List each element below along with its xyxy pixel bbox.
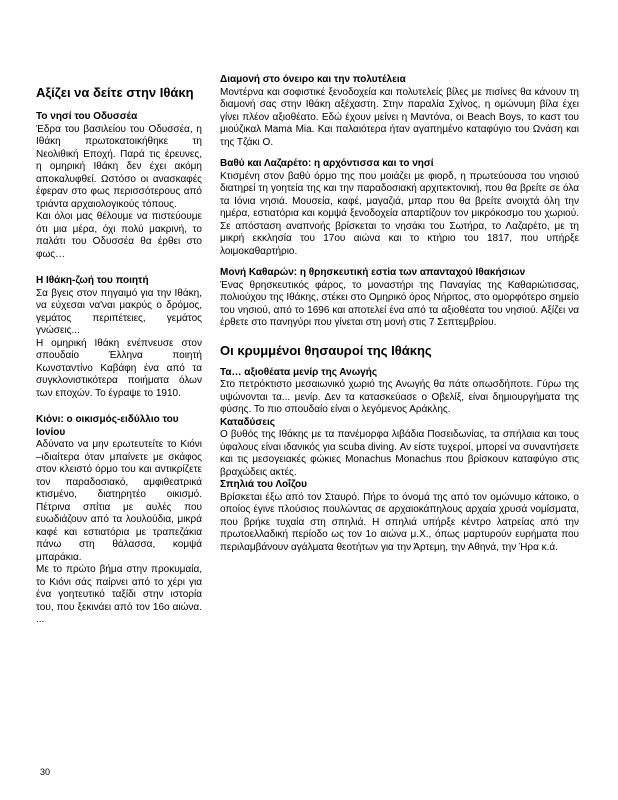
section-heading-luxury-stay: Διαμονή στο όνειρο και την πολυτέλεια [220,74,406,85]
section-heading-odysseus-island: Το νησί του Οδυσσέα [36,111,138,122]
section-heading-diving: Καταδύσεις [220,416,275,428]
left-column [36,74,202,627]
section-paragraph: Στο πετρόκτιστο μεσαιωνικό χωριό της Ανωγής θα πάτε οπωσδήποτε. Γύρω της υψώνονται τα... μενίρ. Δεν τα κατασκεύασε ο Οβελίξ, είναι δημιουργήματα της φύσης. Το πιο σπουδαίο είναι ο λεγόμενος Αράκλης. [220,379,579,415]
section-paragraph: Ένας θρησκευτικός φάρος, το μοναστήρι της Παναγίας της Καθαριώτισσας, πολιούχου της Ιθάκης, στέκει στο Ομηρικό όρος Νήριτος, στο ομορφότερο σημείο του νησιού, από το 1696 και αποτελεί ένα από τα αξιοθέατα του νησιού. Αξίζει να έρθετε στο πανηγύρι που γίνεται στη μονή στις 7 Σεπτεμβρίου. [220,279,579,328]
section-heading-loizos-cave: Σπηλιά του Λοΐζου [220,479,307,490]
section-paragraph: Αδύνατο να μην ερωτευτείτε το Κιόνι –ιδιαίτερα όταν μπαίνετε με σκάφος στον κλειστό όρμο του και αντικρίζετε τον παραδοσιακό, αμφιθεατρικά κτισμένο, διατηρητέο οικισμό. Πέτρινα σπίτια με αυλές που ευωδιάζουν από τα λουλούδια, μικρά καφέ και εστιατόρια με τραπεζάκια πάνω στη θάλασσα, κομψά μπαράκια. [36,439,202,563]
section-paragraph: Μοντέρνα και σοφιστικέ ξενοδοχεία και πολυτελείς βίλες με πισίνες θα κάνουν τη διαμονή σας στην Ιθάκη αξέχαστη. Στην παραλία Σχίνος, η ομώνυμη βίλα έχει γίνει πλέον αξιοθέατο. Εδώ έχουν μείνει η Μαντόνα, οι Beach Boys, το καστ του μιούζικαλ Mama Mia. Και παλαιότερα ήταν αγαπημένο καταφύγιο του Ωνάση και της Τζάκι Ο. [220,86,579,148]
section-paragraph: Ο βυθός της Ιθάκης με τα πανέμορφα λιβάδια Ποσειδωνίας, τα σπήλαια και τους ύφαλους είναι ιδανικός για scuba diving. Αν είστε τυχεροί, μπορεί να συναντήσετε και τις μεσογειακές φώκιες Monachus Monachus που βρίσκουν καταφύγιο στις βραχώδεις ακτές. [220,429,579,478]
section-paragraph: Με το πρώτο βήμα στην προκυμαία, το Κιόνι σάς παίρνει από το χέρι για ένα γοητευτικό ταξίδι στην ιστορία του, που ξεκινάει από τον 16ο αιώνα. ... [36,564,202,625]
section-paragraph: Και όλοι μας θέλουμε να πιστεύουμε ότι μια μέρα, όχι πολύ μακρινή, το παλάτι του Οδυσσέα θα έρθει στο φως… [36,211,202,260]
section-paragraph: Σα βγεις στον πηγαιμό για την Ιθάκη, να εύχεσαι να'ναι μακρύς ο δρόμος, γεμάτος περιπέτειες, γεμάτος γνώσεις... [36,287,202,336]
section-paragraph: Η ομηρική Ιθάκη ενέπνευσε στον σπουδαίο Έλληνα ποιητή Κωνσταντίνο Καβάφη ένα από τα συγκλονιστικότερα ποιήματα όλων των εποχών. Το έγραψε το 1910. [36,337,202,399]
section-heading-katharon-monastery: Μονή Καθαρών: η θρησκευτική εστία των απανταχού Ιθακήσιων [220,267,526,278]
section-heading-vathy-lazareto: Βαθύ και Λαζαρέτο: η αρχόντισσα και το νησί [220,158,434,169]
section-paragraph: Κτισμένη στον βαθύ όρμο της που μοιάζει με φιορδ, η πρωτεύουσα του νησιού διατηρεί τη γοητεία της και την παραδοσιακή αρχιτεκτονική, που θα βρείτε σε όλα τα Ιόνια νησιά. Μουσεία, καφέ, μαγαζιά, μπαρ που θα βρείτε ανοιχτά όλη την ημέρα, εστιατόρια και κομψά ξενοδοχεία απαρτίζουν τον μικρόκοσμο του χωριού. Σε απόσταση αναπνοής βρίσκεται το νησάκι του Σωτήρα, το Λαζαρέτο, με τη μικρή εκκλησία του 17ου αιώνα και το κτήριο του 1817, που υπήρξε λοιμοκαθαρτήριο. [220,170,579,257]
hidden-treasures-title: Οι κρυμμένοι θησαυροί της Ιθάκης [220,342,432,358]
section-paragraph: Βρίσκεται έξω από τον Σταυρό. Πήρε το όνομά της από τον ομώνυμο κάτοικο, ο οποίος έγινε πλούσιος πουλώντας σε αρχαιοκάπηλους αρχαία χρυσά νομίσματα, που βρήκε τυχαία στη σπηλιά. Η σπηλιά υπήρξε κέντρο λατρείας από την πρωτοελλαδική περίοδο ως τον 1ο αιώνα μ.Χ., όπως μαρτυρούν ευρήματα που περιλαμβάνουν αγάλματα θεοτήτων για την Άρτεμη, την Αθηνά, την Ήρα κ.ά. [220,491,579,553]
section-heading-kioni: Κιόνι: ο οικισμός-ειδύλλιο του Ιονίου [36,414,179,438]
page-number: 30 [40,767,51,777]
left-column-title: Αξίζει να δείτε στην Ιθάκη [36,85,194,100]
section-heading-menhirs: Τα… αξιοθέατα μενίρ της Ανωγής [220,366,378,378]
right-column [220,74,579,554]
section-paragraph: Έδρα του βασιλείου του Οδυσσέα, η Ιθάκη πρωτοκατοικήθηκε τη Νεολιθική Εποχή. Παρά τις έρευνες, η ομηρική Ιθάκη δεν έχει ακόμη αποκαλυφθεί. Ωστόσο οι ανασκαφές έφεραν στο φως περισσότερους από τριάντα αρχαιολογικούς τόπους. [36,123,202,210]
section-heading-poet-ithaca: Η Ιθάκη-ζωή του ποιητή [36,275,149,286]
